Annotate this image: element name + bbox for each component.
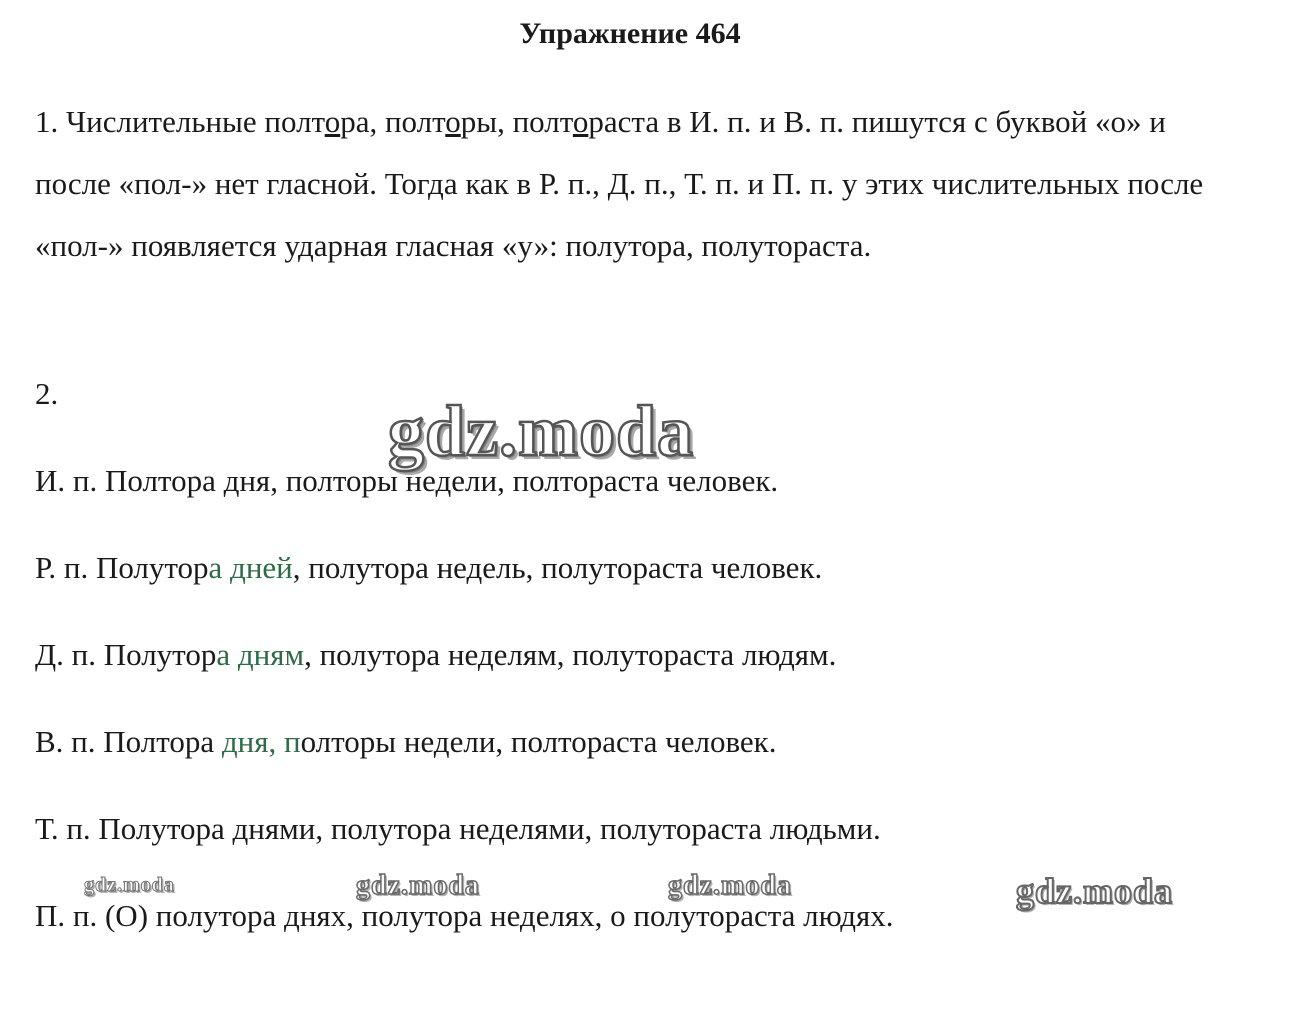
paragraph-1: 1. Числительные полтора, полторы, полтораста в И. п. и В. п. пишутся с буквой «о» и после «пол-» нет гласной. Тогда как в Р. п., Д. п., Т. п. и П. п. у этих числительных после «пол-» появляется ударная гласная «у»: полутора, полутораста.: [35, 104, 1204, 263]
watermark-logo: gdz.moda: [1016, 871, 1174, 911]
underlined-vowel: о: [324, 104, 341, 139]
underlined-vowel: о: [445, 104, 461, 139]
watermark-logo: gdz.moda: [388, 391, 695, 471]
watermark-logo: gdz.moda: [84, 874, 175, 896]
case-line-instrumental: Т. п. Полутора днями, полутора неделями, полутораста людьми.: [35, 811, 881, 846]
watermark-logo: gdz.moda: [356, 870, 480, 901]
exercise-title: Упражнение 464: [519, 17, 741, 50]
underlined-vowel: о: [572, 104, 589, 139]
item-number-2: 2.: [35, 376, 59, 411]
case-line-accusative: В. п. Полтора дня, полторы недели, полтораста человек.: [35, 724, 777, 759]
case-line-genitive: Р. п. Полутора дней, полутора недель, полутораста человек.: [35, 550, 823, 585]
case-line-dative: Д. п. Полутора дням, полутора неделям, полутораста людям.: [35, 637, 837, 672]
case-line-prepositional: П. п. (О) полутора днях, полутора неделях, о полутораста людях.: [35, 898, 894, 933]
case-line-nominative: И. п. Полтора дня, полторы недели, полтораста человек.: [35, 463, 779, 498]
watermark-logo: gdz.moda: [668, 870, 792, 901]
